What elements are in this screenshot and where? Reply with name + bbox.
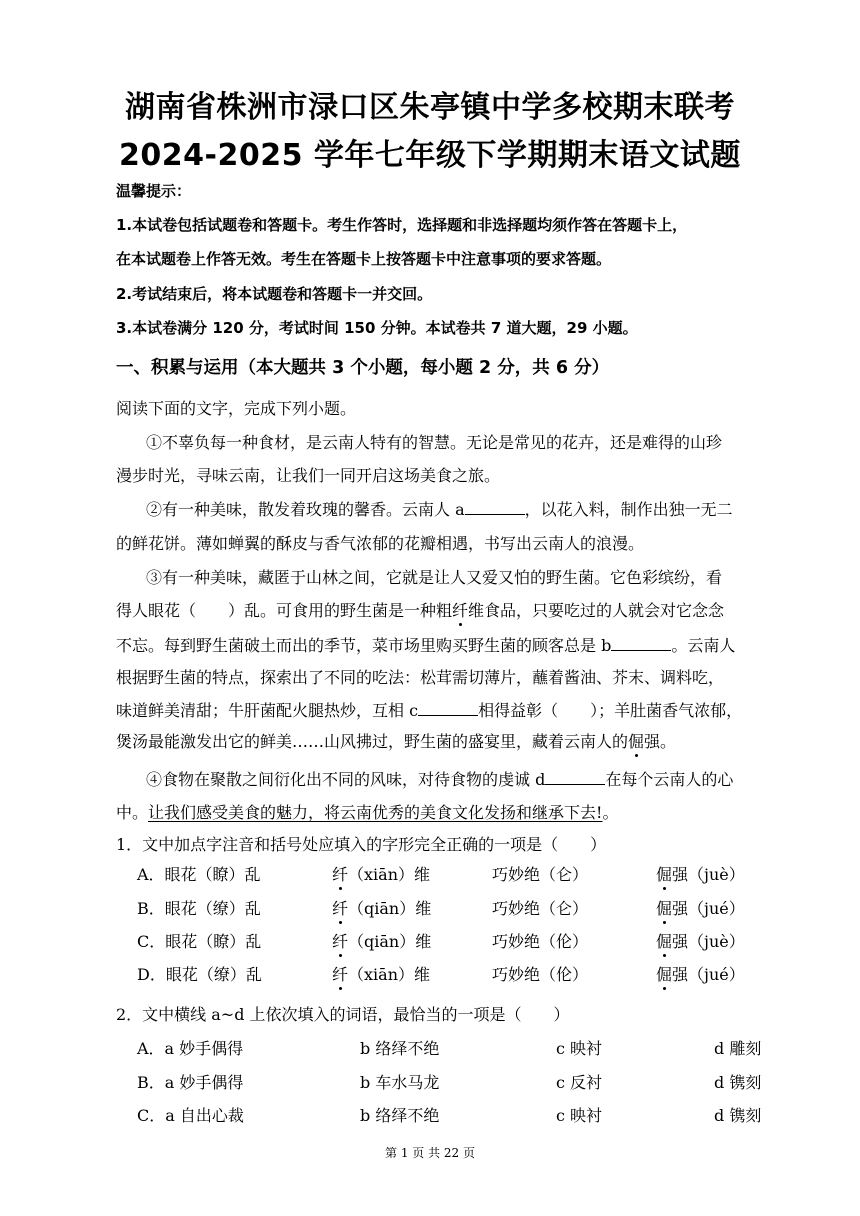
- p3-text-h: 强。: [644, 732, 677, 751]
- q2-a-col1: A．a 妙手偶得: [137, 1039, 244, 1058]
- p3-text-e: 味道鲜美清甜；牛肝菌配火腿热炒，互相 c: [116, 701, 419, 720]
- paragraph-1-line-1: ①不辜负每一种食材，是云南人特有的智慧。无论是常见的花卉，还是难得的山珍: [146, 433, 723, 452]
- page-footer: 第 1 页 共 22 页: [385, 1146, 475, 1160]
- q1-d-pinyin: （xiān）维: [348, 965, 431, 984]
- q1-d-pinyin-2: 强（jué）: [672, 965, 745, 984]
- q1-b-pinyin: （qiān）维: [348, 899, 432, 918]
- underlined-sentence: 让我们感受美食的魅力，将云南优秀的美食文化发扬和继承下去!: [148, 803, 603, 822]
- q1-d-col4: [656, 962, 745, 985]
- paragraph-2-line-2: 的鲜花饼。薄如蝉翼的酥皮与香气浓郁的花瓣相遇，书写出云南人的浪漫。: [116, 534, 645, 553]
- hint-item-1b: 在本试题卷上作答无效。考生在答题卡上按答题卡中注意事项的要求答题。: [116, 250, 612, 268]
- hint-item-2: 2.考试结束后，将本试题卷和答题卡一并交回。: [116, 285, 433, 303]
- dotted-char-xian: 纤: [452, 601, 469, 620]
- q1-a-col4: [656, 862, 745, 885]
- p3-text-a: 得人眼花（ ）乱。可食用的野生菌是一种粗: [116, 601, 453, 620]
- dotted-char-jue: 倔: [628, 732, 645, 751]
- title-line-2: 2024-2025 学年七年级下学期期末语文试题: [119, 138, 741, 173]
- q1-d-dotted-2: 倔: [656, 965, 673, 984]
- p4-text-c: 中。: [116, 803, 149, 822]
- p3-text-f: 相得益彰（ ）；羊肚菌香气浓郁，: [478, 701, 743, 720]
- title-line-1: 湖南省株洲市渌口区朱亭镇中学多校期末联考: [125, 90, 735, 125]
- q2-c-col2: b 络绎不绝: [360, 1106, 440, 1125]
- paragraph-3-line-1: ③有一种美味，藏匿于山林之间，它就是让人又爱又怕的野生菌。它色彩缤纷，看: [146, 568, 723, 587]
- q1-a-col3: 巧妙绝（仑）: [492, 865, 589, 884]
- q1-d-col1: D．眼花（缭）乱: [137, 965, 262, 984]
- p4-text-a: ④食物在聚散之间衍化出不同的风味，对待食物的虔诚 d: [146, 770, 546, 789]
- q2-b-col3: c 反衬: [556, 1073, 603, 1092]
- reading-intro: 阅读下面的文字，完成下列小题。: [116, 399, 357, 418]
- paragraph-4-line-1: [146, 767, 733, 790]
- paragraph-3-line-6: [116, 729, 676, 752]
- q2-b-col1: B．a 妙手偶得: [137, 1073, 244, 1092]
- q2-b-col2: b 车水马龙: [360, 1073, 440, 1092]
- paragraph-2-line-1: [146, 497, 733, 520]
- p3-text-b: 维食品，只要吃过的人就会对它念念: [468, 601, 725, 620]
- q1-a-col2: [332, 862, 430, 885]
- question-1: 1．文中加点字注音和括号处应填入的字形完全正确的一项是（ ）: [116, 835, 607, 854]
- q1-c-pinyin-2: 强（juè）: [672, 932, 745, 951]
- q1-c-dotted: 纤: [332, 932, 349, 951]
- p3-text-c: 不忘。每到野生菌破土而出的季节，菜市场里购买野生菌的顾客总是 b: [116, 636, 612, 655]
- paragraph-3-line-2: [116, 598, 724, 621]
- q1-b-col2: [332, 896, 431, 919]
- q1-c-col2: [332, 929, 431, 952]
- q1-a-pinyin-2: 强（juè）: [672, 865, 745, 884]
- q1-b-pinyin-2: 强（jué）: [672, 899, 745, 918]
- q1-d-col2: [332, 962, 430, 985]
- q1-c-col3: 巧妙绝（伦）: [492, 932, 589, 951]
- q2-c-col1: C．a 自出心裁: [137, 1106, 244, 1125]
- p2-text-a: ②有一种美味，散发着玫瑰的馨香。云南人 a: [146, 500, 465, 519]
- q1-c-pinyin: （qiān）维: [348, 932, 432, 951]
- q2-a-col2: b 络绎不绝: [360, 1039, 440, 1058]
- q1-c-dotted-2: 倔: [656, 932, 673, 951]
- hint-heading: 温馨提示：: [116, 182, 192, 200]
- q1-b-dotted-2: 倔: [656, 899, 673, 918]
- q1-b-col4: [656, 896, 745, 919]
- blank-a: [465, 500, 525, 515]
- p3-text-d: 。云南人: [671, 636, 736, 655]
- section-1-heading: 一、积累与运用（本大题共 3 个小题，每小题 2 分，共 6 分）: [116, 358, 610, 378]
- paragraph-1-line-2: 漫步时光，寻味云南，让我们一同开启这场美食之旅。: [116, 466, 501, 485]
- question-2: 2．文中横线 a~d 上依次填入的词语，最恰当的一项是（ ）: [116, 1005, 570, 1024]
- blank-b: [611, 636, 671, 651]
- q1-a-pinyin: （xiān）维: [348, 865, 431, 884]
- q1-d-col3: 巧妙绝（伦）: [492, 965, 589, 984]
- paragraph-3-line-4: 根据野生菌的特点，探索出了不同的吃法：松茸需切薄片，蘸着酱油、芥末、调料吃，: [116, 668, 725, 687]
- paragraph-3-line-3: [116, 633, 735, 656]
- q2-a-col3: c 映衬: [556, 1039, 603, 1058]
- hint-item-1a: 1.本试卷包括试题卷和答题卡。考生作答时，选择题和非选择题均须作答在答题卡上，: [116, 216, 688, 234]
- q1-a-col1: A．眼花（瞭）乱: [137, 865, 261, 884]
- p3-text-g: 煲汤最能激发出它的鲜美……山风拂过，野生菌的盛宴里，藏着云南人的: [116, 732, 629, 751]
- q2-c-col4: d 镌刻: [714, 1106, 762, 1125]
- blank-c: [418, 701, 478, 716]
- q1-a-dotted-2: 倔: [656, 865, 673, 884]
- q1-c-col4: [656, 929, 745, 952]
- hint-item-3: 3.本试卷满分 120 分，考试时间 150 分钟。本试卷共 7 道大题，29 小题。: [116, 319, 638, 337]
- q2-c-col3: c 映衬: [556, 1106, 603, 1125]
- q1-c-col1: C．眼花（瞭）乱: [137, 932, 262, 951]
- p4-text-b: 在每个云南人的心: [605, 770, 734, 789]
- q1-b-col3: 巧妙绝（仑）: [492, 899, 589, 918]
- q1-b-col1: B．眼花（缭）乱: [137, 899, 261, 918]
- p4-text-d: 。: [602, 803, 619, 822]
- q2-a-col4: d 雕刻: [714, 1039, 762, 1058]
- paragraph-3-line-5: [116, 698, 742, 721]
- p2-text-b: ，以花入料，制作出独一无二: [524, 500, 733, 519]
- blank-d: [545, 770, 605, 785]
- q2-b-col4: d 镌刻: [714, 1073, 762, 1092]
- q1-a-dotted: 纤: [332, 865, 349, 884]
- q1-d-dotted: 纤: [332, 965, 349, 984]
- q1-b-dotted: 纤: [332, 899, 349, 918]
- paragraph-4-line-2: [116, 800, 618, 823]
